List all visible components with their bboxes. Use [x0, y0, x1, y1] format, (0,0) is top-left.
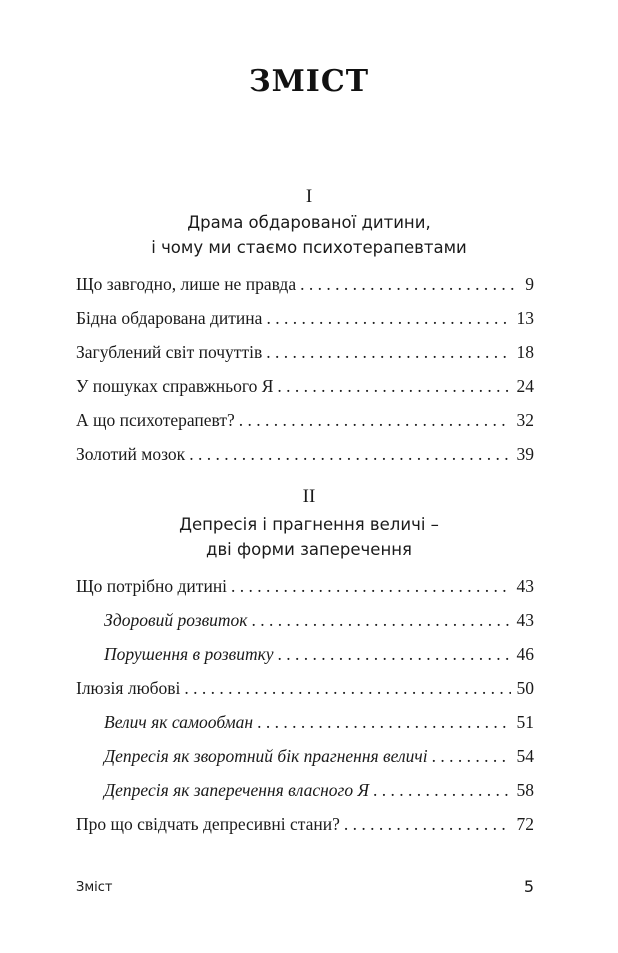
toc-entry-page: 9 [525, 274, 534, 294]
toc-subentry[interactable] [104, 712, 534, 736]
toc-entry-label: Ілюзія любові [76, 678, 181, 698]
toc-entry-label: Велич як самообман [104, 712, 254, 732]
toc-subentry[interactable] [104, 610, 534, 634]
toc-entry-page: 72 [516, 814, 534, 834]
toc-leader-dots [300, 274, 519, 295]
toc-entry[interactable] [76, 342, 534, 366]
toc-entry-label: Що завгодно, лише не правда [76, 274, 297, 294]
toc-subentry[interactable] [104, 746, 534, 770]
toc-entry[interactable] [76, 678, 534, 702]
page-number: 5 [523, 877, 534, 896]
toc-entry[interactable] [76, 576, 534, 600]
toc-entry-page: 43 [516, 610, 534, 630]
toc-entry-label: Депресія як зворотний бік прагнення величі [104, 746, 428, 766]
toc-leader-dots [257, 712, 510, 733]
part-title-line: дві форми заперечення [206, 540, 412, 559]
toc-leader-dots [231, 576, 510, 597]
toc-entry-label: Що потрібно дитині [76, 576, 228, 596]
toc-entry[interactable] [76, 410, 534, 434]
toc-entry-label: Порушення в розвитку [104, 644, 274, 664]
toc-entry-page: 51 [516, 712, 534, 732]
toc-entry-label: Про що свідчать депресивні стани? [76, 814, 340, 834]
toc-entry-page: 18 [516, 342, 534, 362]
toc-entry[interactable] [76, 274, 534, 298]
toc-entry-label: А що психотерапевт? [76, 410, 235, 430]
toc-entry[interactable] [76, 308, 534, 332]
toc-leader-dots [278, 644, 511, 665]
toc-entry-page: 24 [516, 376, 534, 396]
toc-leader-dots [344, 814, 511, 835]
toc-entry-label: Бідна обдарована дитина [76, 308, 263, 328]
part-title-line: і чому ми стаємо психотерапевтами [151, 238, 467, 257]
toc-subentry[interactable] [104, 780, 534, 804]
part-number-2: II [302, 486, 316, 507]
part-number-1: I [305, 186, 313, 207]
toc-leader-dots [184, 678, 510, 699]
toc-entry-page: 50 [516, 678, 534, 698]
toc-entry-label: Золотий мозок [76, 444, 186, 464]
toc-entry-label: У пошуках справжнього Я [76, 376, 274, 396]
toc-entry[interactable] [76, 814, 534, 838]
part-title-line: Депресія і прагнення величі – [179, 515, 439, 534]
toc-leader-dots [277, 376, 510, 397]
toc-entry-page: 43 [516, 576, 534, 596]
toc-leader-dots [432, 746, 511, 767]
toc-entry-label: Здоровий розвиток [104, 610, 248, 630]
part-title-line: Драма обдарованої дитини, [187, 213, 431, 232]
toc-entry[interactable] [76, 444, 534, 468]
toc-entry-page: 54 [516, 746, 534, 766]
toc-entry-label: Загублений світ почуттів [76, 342, 263, 362]
toc-entry-page: 58 [516, 780, 534, 800]
toc-entry-page: 13 [516, 308, 534, 328]
toc-leader-dots [266, 342, 510, 363]
part-title-1 [0, 210, 618, 260]
page-title: ЗМІСТ [248, 64, 370, 99]
toc-leader-dots [266, 308, 510, 329]
toc-entry[interactable] [76, 376, 534, 400]
toc-leader-dots [189, 444, 510, 465]
toc-subentry[interactable] [104, 644, 534, 668]
toc-entry-page: 32 [516, 410, 534, 430]
toc-leader-dots [373, 780, 511, 801]
toc-leader-dots [239, 410, 511, 431]
toc-entry-page: 46 [516, 644, 534, 664]
toc-entry-page: 39 [516, 444, 534, 464]
running-footer-title: Зміст [76, 880, 113, 895]
toc-leader-dots [252, 610, 511, 631]
toc-entry-label: Депресія як заперечення власного Я [104, 780, 369, 800]
part-title-2 [0, 512, 618, 562]
